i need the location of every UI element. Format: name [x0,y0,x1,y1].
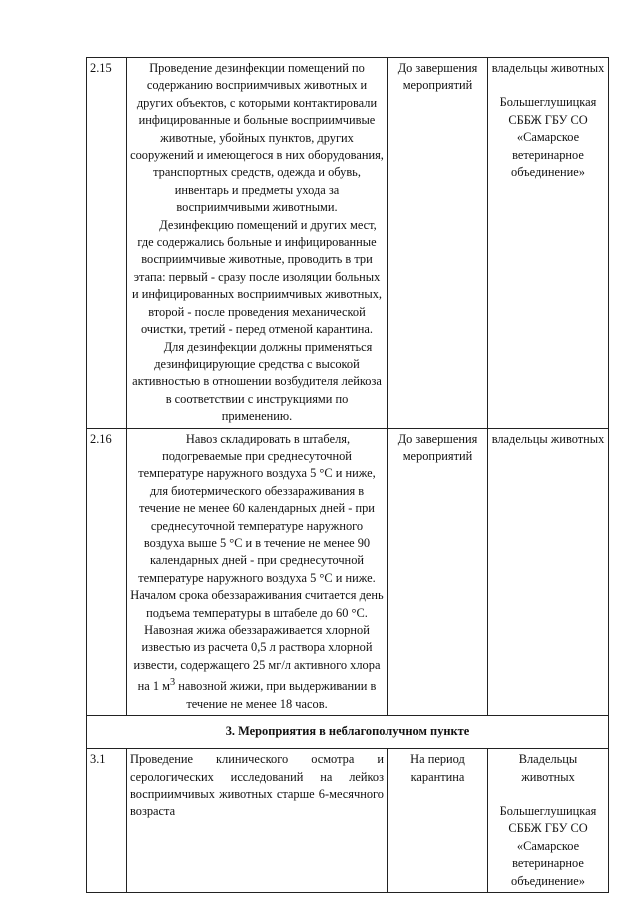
responsible-party: Владельцы животных [518,752,578,784]
description-paragraph: Проведение дезинфекции помещений по содержанию восприимчивых животных и других объектов, с которыми контактировали инфицированные и больные восприимчивые животные, убойных пунктов, других сооружений и имеющегося в них оборудования, транспортных средств, одежда и обувь, инвентарь и предметы ухода за восприимчивыми животными. [130,61,384,215]
table-row [87,428,609,716]
row-number: 2.15 [87,58,127,429]
section-header-row [87,716,609,749]
description-paragraph: Для дезинфекции должны применяться дезинфицирующие средства с высокой активностью в отношении возбудителя лейкоза в соответствии с инструкциями по применению. [132,339,382,424]
table-row [87,749,609,893]
measures-table [86,57,609,893]
description-paragraph: Дезинфекцию помещений и других мест, где содержались больные и инфицированные восприимчивые животные, проводить в три этапа: первый - сразу после изоляции больных и инфицированных восприимчивых животных, второй - после проведения механической очистки, третий - перед отменой карантина. [131,217,383,337]
measure-responsible [488,428,609,716]
description-paragraph: Навоз складировать в штабеля, подогреваемые при среднесуточной температуре наружного воздуха 5 °С и ниже, для биотермического обеззараживания в течение не менее 60 календарных дней - при среднесуточной температуре наружного воздуха выше 5 °С и в течение не менее 90 календарных дней - при среднесуточной температуре наружного воздуха 5 °С и ниже. Началом срока обеззараживания считается день подъема температуры в штабеле до 60 °С. Навозная жижа обеззараживается хлорной известью из расчета 0,5 л раствора хлорной извести, содержащего 25 мг/л активного хлора на 1 м [130,431,384,694]
description-paragraph-tail: навозной жижи, при выдерживании в течение не менее 18 часов. [175,679,377,711]
row-number: 2.16 [87,428,127,716]
responsible-party: Большеглушицкая СББЖ ГБУ СО «Самарское ветеринарное объединение» [499,803,597,888]
section-title: 3. Мероприятия в неблагополучном пункте [87,716,609,749]
superscript-exponent: 3 [170,677,176,689]
row-number: 3.1 [87,749,127,893]
responsible-party: владельцы животных [491,61,605,75]
responsible-party: Большеглушицкая СББЖ ГБУ СО «Самарское ветеринарное объединение» [499,95,597,180]
measure-term: До завершения мероприятий [388,58,488,429]
measure-description [127,58,388,429]
measure-description [127,749,388,893]
measure-term: На период карантина [388,749,488,893]
description-paragraph: Проведение клинического осмотра и серологических исследований на лейкоз восприимчивых животных старше 6-месячного возраста [130,752,384,819]
responsible-party: владельцы животных [491,431,605,446]
measure-description [127,428,388,716]
measure-term: До завершения мероприятий [388,428,488,716]
measure-responsible [488,749,609,893]
measure-responsible [488,58,609,429]
table-row [87,58,609,429]
